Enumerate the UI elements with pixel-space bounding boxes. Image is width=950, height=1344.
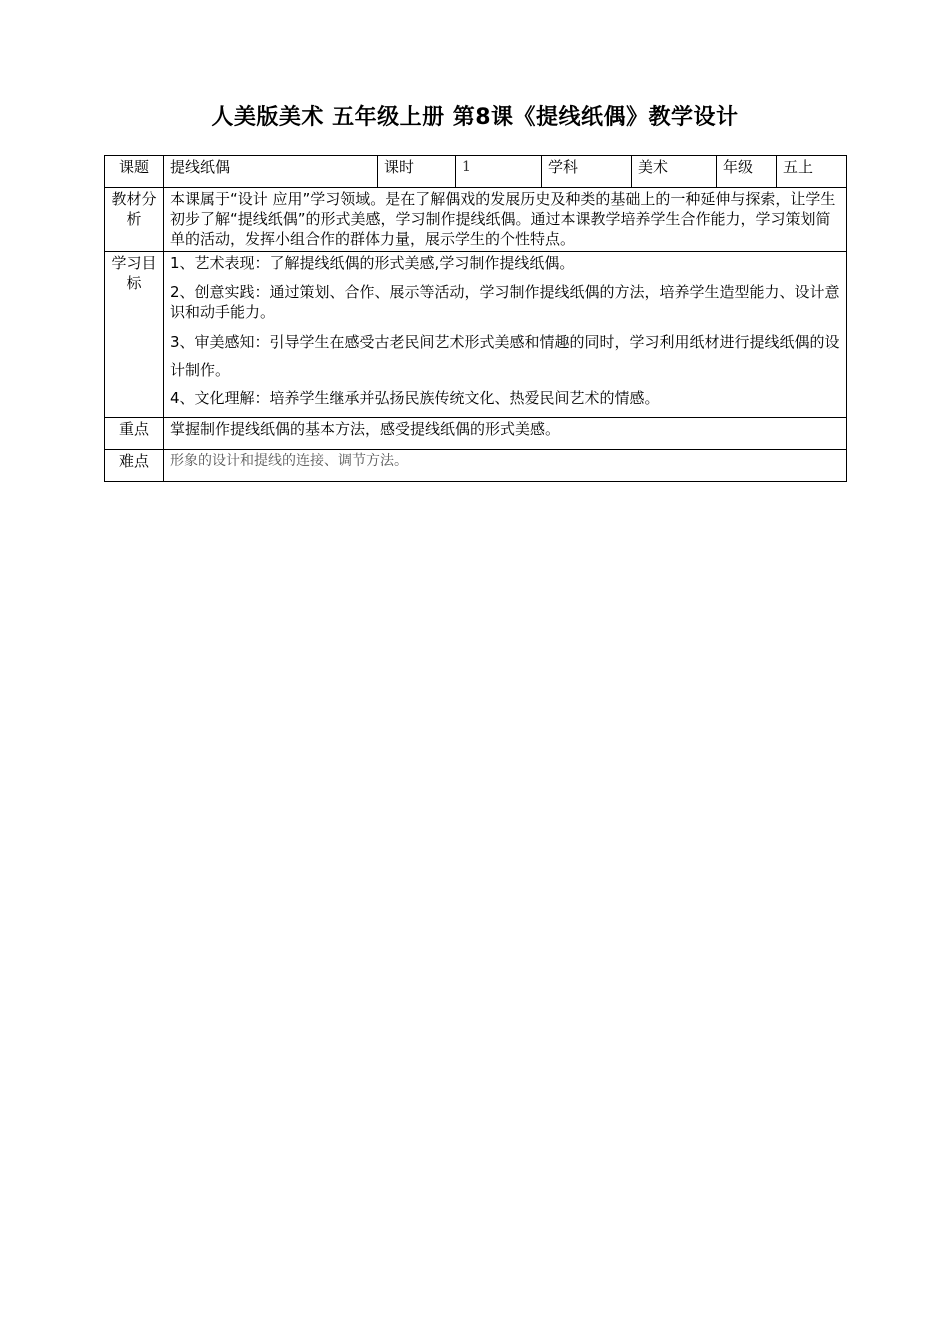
topic-label: 课题 bbox=[105, 156, 164, 188]
grade-label: 年级 bbox=[717, 156, 777, 188]
analysis-row bbox=[105, 188, 847, 252]
hours-label: 课时 bbox=[378, 156, 456, 188]
difficulty-row bbox=[105, 450, 847, 482]
objective-item: 3、审美感知：引导学生在感受古老民间艺术形式美感和情趣的同时，学习利用纸材进行提线纸偶的设计制作。 bbox=[170, 333, 840, 379]
hours-value: 1 bbox=[456, 156, 542, 188]
key-point-row bbox=[105, 418, 847, 450]
analysis-text: 本课属于“设计 应用”学习领域。是在了解偶戏的发展历史及种类的基础上的一种延伸与探索，让学生初步了解“提线纸偶”的形式美感，学习制作提线纸偶。通过本课教学培养学生合作能力，学习策划简单的活动，发挥小组合作的群体力量，展示学生的个性特点。 bbox=[164, 188, 847, 252]
key-point-text: 掌握制作提线纸偶的基本方法，感受提线纸偶的形式美感。 bbox=[164, 418, 847, 450]
subject-label: 学科 bbox=[542, 156, 632, 188]
page-title: 人美版美术 五年级上册 第8课《提线纸偶》教学设计 bbox=[211, 105, 739, 130]
analysis-label: 教材分析 bbox=[105, 188, 164, 252]
grade-value: 五上 bbox=[777, 156, 847, 188]
objectives-row bbox=[105, 252, 847, 418]
objective-item: 1、艺术表现：了解提线纸偶的形式美感,学习制作提线纸偶。 bbox=[170, 254, 575, 272]
objective-item: 4、文化理解：培养学生继承并弘扬民族传统文化、热爱民间艺术的情感。 bbox=[170, 389, 660, 407]
lesson-plan-table bbox=[104, 155, 847, 482]
objectives-list bbox=[164, 252, 847, 418]
topic-value: 提线纸偶 bbox=[164, 156, 378, 188]
difficulty-label: 难点 bbox=[105, 450, 164, 482]
subject-value: 美术 bbox=[632, 156, 717, 188]
difficulty-text: 形象的设计和提线的连接、调节方法。 bbox=[164, 450, 847, 482]
key-point-label: 重点 bbox=[105, 418, 164, 450]
objective-item: 2、创意实践：通过策划、合作、展示等活动，学习制作提线纸偶的方法，培养学生造型能力、设计意识和动手能力。 bbox=[170, 283, 840, 321]
objectives-label: 学习目标 bbox=[105, 252, 164, 418]
header-row bbox=[105, 156, 847, 188]
